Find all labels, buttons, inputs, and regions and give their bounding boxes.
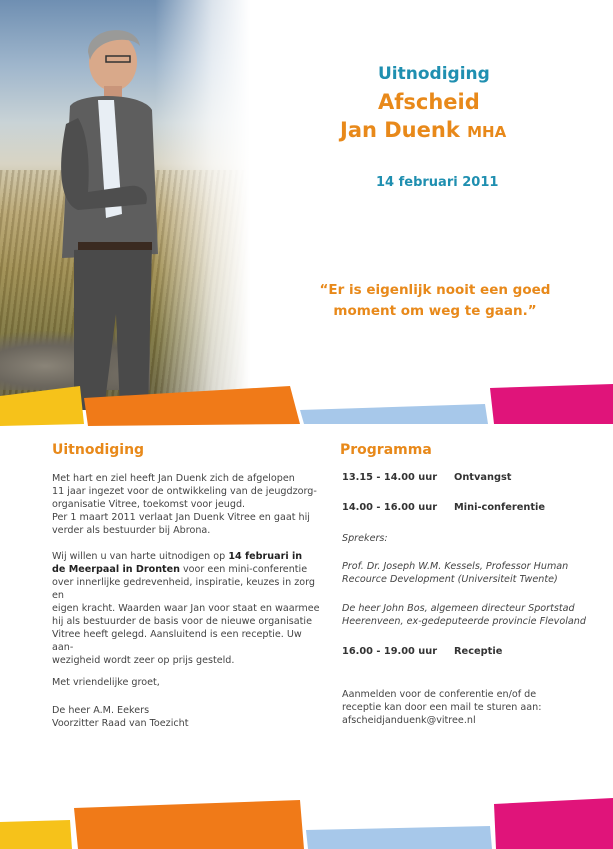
speaker-2: [342, 602, 602, 628]
email-link[interactable]: afscheidjanduenk@vitree.nl: [342, 715, 476, 726]
text-line: Prof. Dr. Joseph W.M. Kessels, Professor Human: [342, 561, 569, 572]
venue-highlight: de Meerpaal in Dronten: [52, 564, 180, 575]
text-line: verder als bestuurder bij Abrona.: [52, 525, 211, 536]
program-activity: Mini-conferentie: [454, 502, 546, 513]
text-line: Heerenveen, ex-gedeputeerde provincie Flevoland: [342, 616, 586, 627]
cover-name: Jan Duenk: [340, 118, 460, 142]
photo-fade: [155, 0, 250, 410]
text-line: [52, 550, 322, 563]
cover-quote: [300, 280, 570, 322]
invitation-paragraph-2: [52, 550, 322, 667]
registration-info: [342, 688, 602, 727]
text-line: Aanmelden voor de conferentie en/of de: [342, 689, 537, 700]
text-line: over innerlijke gedrevenheid, inspiratie, keuzes in zorg en: [52, 577, 315, 601]
greeting: Met vriendelijke groet,: [52, 677, 160, 688]
program-time: 14.00 - 16.00 uur: [342, 502, 438, 513]
invitation-paragraph-1: [52, 472, 322, 537]
program-time: 16.00 - 19.00 uur: [342, 646, 438, 657]
text-line: Vitree heeft gelegd. Aansluitend is een receptie. Uw aan-: [52, 629, 302, 653]
portrait-photo: [0, 0, 250, 410]
text-line: [52, 563, 322, 576]
decorative-stripes-top: [0, 380, 613, 428]
text-line: 11 jaar ingezet voor de ontwikkeling van de jeugdzorg-: [52, 486, 317, 497]
text-segment: Wij willen u van harte uitnodigen op: [52, 551, 229, 562]
program-activity: Ontvangst: [454, 472, 512, 483]
cover-heading: Afscheid: [378, 90, 480, 114]
text-line: organisatie Vitree, toekomst voor jeugd.: [52, 499, 246, 510]
decorative-stripes-bottom: [0, 792, 613, 849]
speaker-1: [342, 560, 602, 586]
quote-line-1: “Er is eigenlijk nooit een goed: [319, 282, 551, 298]
signature: [52, 704, 188, 730]
text-line: Per 1 maart 2011 verlaat Jan Duenk Vitree en gaat hij: [52, 512, 310, 523]
text-line: receptie kan door een mail te sturen aan:: [342, 702, 542, 713]
text-line: eigen kracht. Waarden waar Jan voor staat en waarmee: [52, 603, 320, 614]
quote-line-2: moment om weg te gaan.”: [333, 303, 537, 319]
invitation-card: [0, 428, 613, 849]
text-line: wezigheid wordt zeer op prijs gesteld.: [52, 655, 235, 666]
text-line: De heer John Bos, algemeen directeur Sportstad: [342, 603, 575, 614]
cover-name-suffix: MHA: [467, 123, 507, 141]
signature-role: Voorzitter Raad van Toezicht: [52, 718, 189, 729]
cover-name-line: [340, 118, 506, 142]
program-activity: Receptie: [454, 646, 503, 657]
text-segment: voor een mini-conferentie: [179, 564, 308, 575]
speakers-label: Sprekers:: [342, 533, 388, 544]
program-time: 13.15 - 14.00 uur: [342, 472, 438, 483]
date-highlight: 14 februari in: [228, 551, 303, 562]
text-line: hij als bestuurder de basis voor de nieuwe organisatie: [52, 616, 312, 627]
text-line: Recource Development (Universiteit Twente): [342, 574, 558, 585]
cover-date: 14 februari 2011: [376, 175, 499, 190]
signature-name: De heer A.M. Eekers: [52, 705, 150, 716]
invitation-heading: Uitnodiging: [52, 442, 145, 458]
program-heading: Programma: [340, 442, 432, 458]
cover-label: Uitnodiging: [378, 64, 490, 84]
text-line: Met hart en ziel heeft Jan Duenk zich de afgelopen: [52, 473, 295, 484]
